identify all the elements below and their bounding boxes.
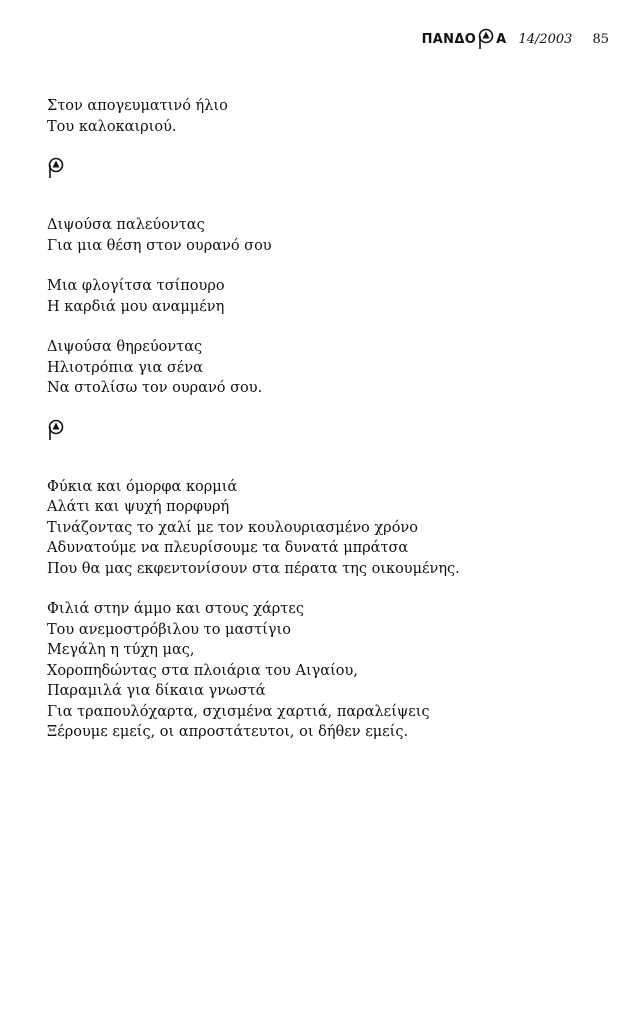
poem-line: Χοροπηδώντας στα πλοιάρια του Αιγαίου,	[47, 662, 358, 679]
poem-line: Τινάζοντας το χαλί με τον κουλουριασμένο χρόνο	[47, 519, 418, 536]
stanza-1	[47, 96, 607, 137]
poem-line: Παραμιλά για δίκαια γνωστά	[47, 683, 266, 699]
poem-line: Του καλοκαιριού.	[47, 118, 177, 135]
poem-line: Στον απογευματινό ήλιο	[47, 98, 228, 114]
poem-line: Ηλιοτρόπια για σένα	[47, 359, 203, 376]
poem-line: Αλάτι και ψυχή πορφυρή	[47, 499, 230, 515]
poem	[47, 96, 607, 763]
section-separator-icon	[47, 419, 65, 443]
poem-line: Για τραπουλόχαρτα, σχισμένα χαρτιά, παραλείψεις	[47, 703, 430, 720]
stanza-3	[47, 276, 607, 317]
poem-line: Ξέρουμε εμείς, οι απροστάτευτοι, οι δήθεν εμείς.	[47, 724, 409, 740]
magazine-title	[422, 28, 507, 50]
stanza-6	[47, 599, 607, 743]
poem-line: Διψούσα παλεύοντας	[47, 217, 205, 233]
magazine-title-left: ΠΑΝΔΟ	[421, 31, 477, 47]
poem-line: Φιλιά στην άμμο και στους χάρτες	[47, 601, 304, 617]
poem-line: Φύκια και όμορφα κορμιά	[47, 478, 238, 495]
poem-line: Διψούσα θηρεύοντας	[47, 339, 203, 355]
stanza-4	[47, 337, 607, 399]
poem-line: Μια φλογίτσα τσίπουρο	[47, 278, 225, 294]
poem-line: Που θα μας εκφεντονίσουν στα πέρατα της οικουμένης.	[47, 560, 460, 577]
poem-line: Να στολίσω τον ουρανό σου.	[47, 380, 263, 396]
poem-line: Του ανεμοστρόβιλου το μαστίγιο	[47, 621, 291, 638]
poem-line: Αδυνατούμε να πλευρίσουμε τα δυνατά μπράτσα	[47, 540, 409, 556]
poem-line: Η καρδιά μου αναμμένη	[47, 298, 225, 315]
page-header	[422, 28, 609, 50]
magazine-title-right: Α	[496, 31, 507, 47]
section-separator-icon	[47, 157, 65, 181]
stanza-2	[47, 215, 607, 256]
stanza-5	[47, 477, 607, 580]
pandora-logo-icon	[477, 28, 495, 50]
page-number: 85	[592, 31, 609, 47]
poem-line: Μεγάλη η τύχη μας,	[47, 642, 195, 658]
issue-number: 14/2003	[518, 31, 573, 47]
poem-line: Για μια θέση στον ουρανό σου	[47, 237, 272, 254]
